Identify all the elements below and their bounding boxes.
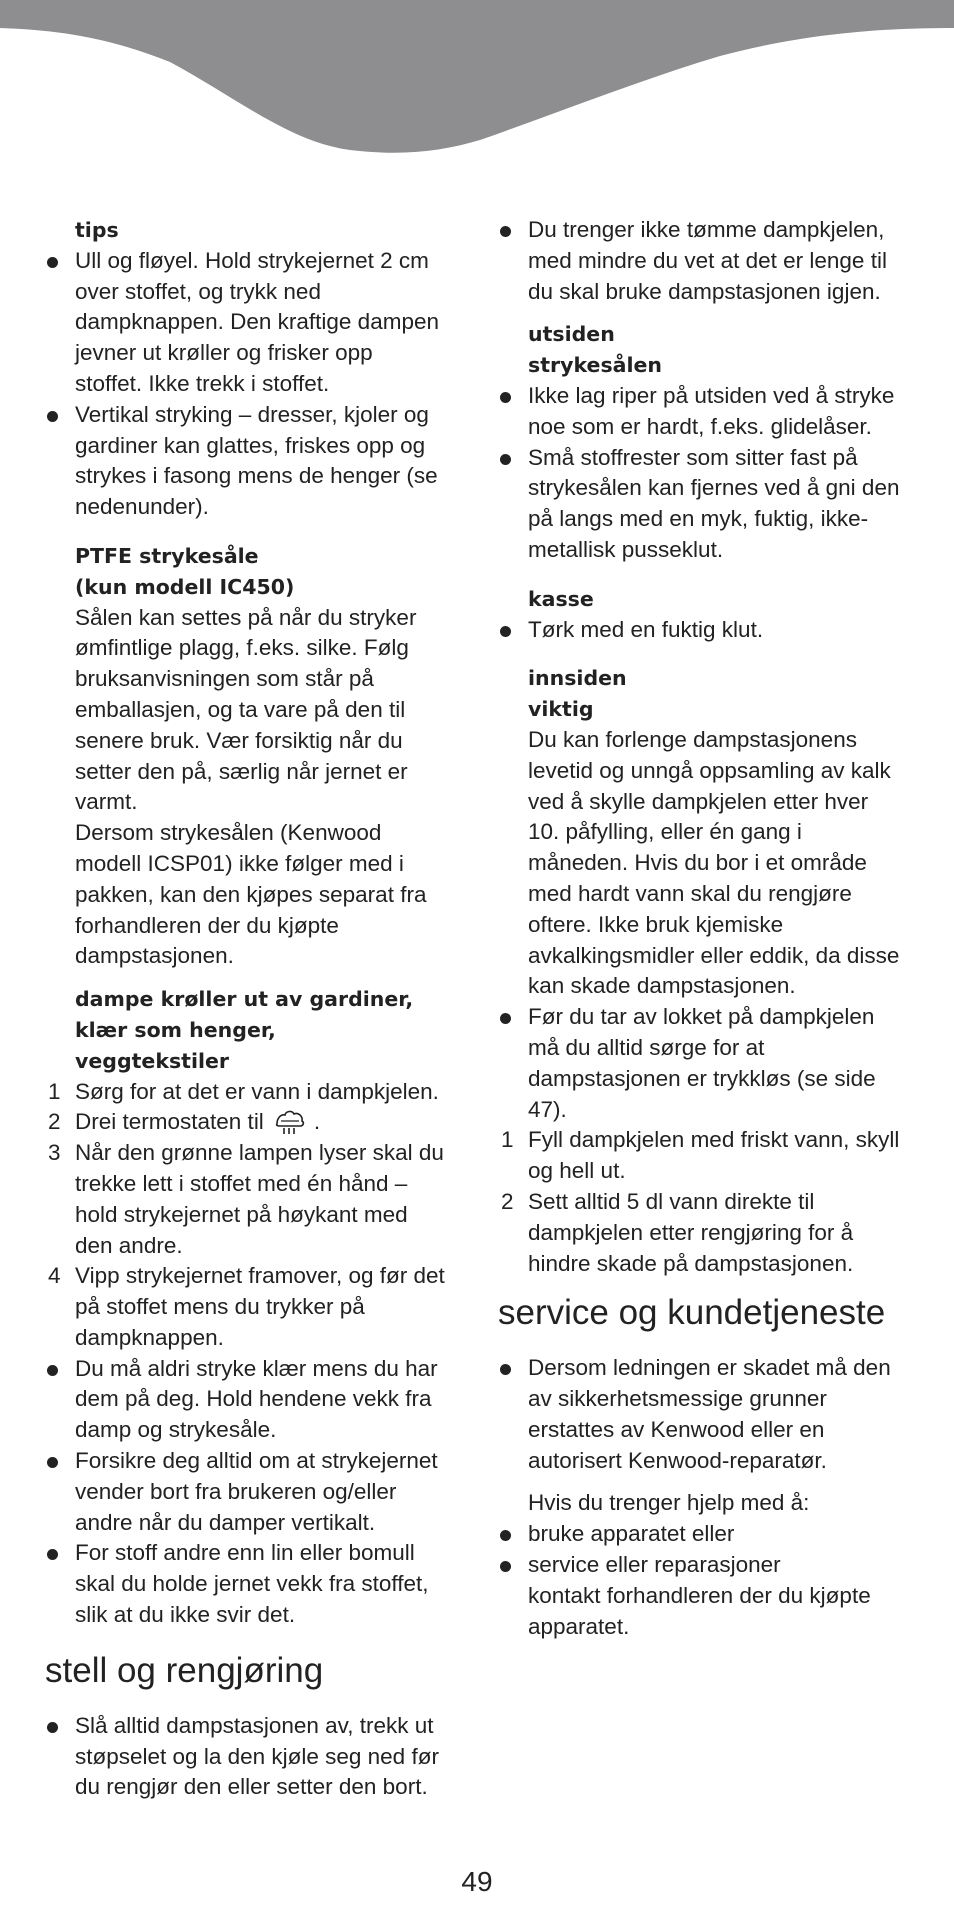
line-text: Dersom strykesålen (Kenwood: [75, 820, 382, 846]
line-text: dampstasjonen er trykkløs (se side: [528, 1065, 876, 1091]
line-text: over stoffet, og trykk ned: [75, 278, 321, 304]
bullet-icon: [47, 411, 58, 422]
bullet-line: [498, 473, 918, 504]
bullet-line: [498, 535, 918, 566]
step-end-text: .: [313, 1109, 321, 1135]
line-text: Sørg for at det er vann i dampkjelen.: [75, 1078, 439, 1104]
line-text: Sålen kan settes på når du stryker: [75, 604, 417, 630]
line-text: Når den grønne lampen lyser skal du: [75, 1140, 444, 1166]
line-text: apparatet.: [528, 1613, 630, 1639]
heading-line: [45, 541, 465, 572]
text-line: [45, 726, 465, 757]
bullet-line: [498, 277, 918, 308]
line-text: Forsikre deg alltid om at strykejernet: [75, 1448, 438, 1474]
line-text: avkalkingsmidler eller eddik, da disse: [528, 942, 900, 968]
bullet-line: [45, 1600, 465, 1631]
line-text: må du alltid sørge for at: [528, 1034, 765, 1060]
line-text: nedenunder).: [75, 494, 209, 520]
line-text: autorisert Kenwood-reparatør.: [528, 1447, 827, 1473]
text-line: [498, 817, 918, 848]
help-after: [498, 1581, 918, 1643]
line-text: ømfintlige plagg, f.eks. silke. Følg: [75, 635, 409, 661]
bullet-line: [498, 1519, 918, 1550]
case-bullets: [498, 615, 918, 646]
case-heading: kasse: [528, 586, 594, 611]
step-line: [45, 1200, 465, 1231]
line-text: ved å skylle dampkjelen etter hver: [528, 788, 869, 814]
line-text: den andre.: [75, 1232, 183, 1258]
bullet-icon: [47, 1722, 58, 1733]
bullet-line: [45, 307, 465, 338]
line-text: modell ICSP01) ikke følger med i: [75, 850, 404, 876]
step-line: [45, 1323, 465, 1354]
bullet-line: [45, 246, 465, 277]
line-text: setter den på, særlig når jernet er: [75, 758, 408, 784]
step-number: 2: [48, 1109, 61, 1135]
steps-list: [45, 1077, 465, 1354]
bullet-line: [45, 1538, 465, 1569]
text-line: [498, 725, 918, 756]
line-text: på langs med en myk, fuktig, ikke-: [528, 506, 869, 532]
bullet-icon: [500, 1013, 511, 1024]
line-text: Drei termostaten til: [75, 1109, 264, 1135]
bullet-line: [45, 1415, 465, 1446]
bullet-line: [45, 1477, 465, 1508]
bullet-line: [45, 277, 465, 308]
line-text: (kun modell IC450): [75, 574, 295, 599]
line-text: dampe krøller ut av gardiner,: [75, 987, 414, 1012]
line-text: andre når du damper vertikalt.: [75, 1509, 376, 1535]
page-number: 49: [461, 1866, 493, 1897]
line-text: dampstasjonen.: [75, 943, 234, 969]
line-text: noe som er hardt, f.eks. glidelåser.: [528, 413, 872, 439]
heading-line: [45, 984, 465, 1015]
care-section-title: stell og rengjøring: [45, 1650, 324, 1690]
heading-line: [45, 572, 465, 603]
bullet-line: [45, 400, 465, 431]
text-line: [498, 971, 918, 1002]
line-text: strykesålen: [528, 353, 663, 378]
bullet-line: [498, 1415, 918, 1446]
text-line: [498, 787, 918, 818]
bullet-line: [498, 1033, 918, 1064]
text-line: [45, 880, 465, 911]
outside-bullets: [498, 381, 918, 566]
bullet-line: [45, 431, 465, 462]
bullet-icon: [500, 392, 511, 403]
text-line: [45, 941, 465, 972]
help-bullets: [498, 1519, 918, 1581]
inside-steps: [498, 1125, 918, 1279]
step-number: 4: [48, 1263, 61, 1289]
heading-line: [498, 663, 918, 694]
bullet-line: [45, 1508, 465, 1539]
bullet-line: [45, 1742, 465, 1773]
bullet-line: [498, 246, 918, 277]
text-line: [45, 911, 465, 942]
line-text: skal du holde jernet vekk fra stoffet,: [75, 1571, 429, 1597]
bullet-icon: [500, 626, 511, 637]
line-text: du skal bruke dampstasjonen igjen.: [528, 278, 881, 304]
line-text: du rengjør den eller setter den bort.: [75, 1774, 428, 1800]
bullet-line: [45, 492, 465, 523]
line-text: av sikkerhetsmessige grunner: [528, 1386, 827, 1412]
line-text: levetid og unngå oppsamling av kalk: [528, 757, 891, 783]
line-text: Før du tar av lokket på dampkjelen: [528, 1004, 875, 1030]
line-text: For stoff andre enn lin eller bomull: [75, 1540, 415, 1566]
bullet-line: [498, 443, 918, 474]
line-text: oftere. Ikke bruk kjemiske: [528, 911, 784, 937]
line-text: erstattes av Kenwood eller en: [528, 1416, 825, 1442]
line-text: strykes i fasong mens de henger (se: [75, 463, 438, 489]
line-text: Du må aldri stryke klær mens du har: [75, 1355, 438, 1381]
line-text: bruksanvisningen som står på: [75, 666, 374, 692]
text-line: [498, 879, 918, 910]
text-line: [498, 941, 918, 972]
bullet-line: [45, 1711, 465, 1742]
line-text: bruke apparatet eller: [528, 1521, 735, 1547]
text-line: [498, 848, 918, 879]
heading-line: [498, 319, 918, 350]
line-text: strykesålen kan fjernes ved å gni den: [528, 475, 900, 501]
bullet-line: [45, 369, 465, 400]
bullet-line: [45, 461, 465, 492]
heading-line: [498, 350, 918, 381]
inside-text: [498, 725, 918, 1002]
line-text: damp og strykesåle.: [75, 1417, 277, 1443]
line-text: med mindre du vet at det er lenge til: [528, 247, 887, 273]
bullet-icon: [47, 1549, 58, 1560]
line-text: varmt.: [75, 789, 138, 815]
service-section-title: service og kundetjeneste: [498, 1293, 886, 1333]
text-line: [498, 1581, 918, 1612]
line-text: forhandleren der du kjøpte: [75, 912, 339, 938]
line-text: dem på deg. Hold hendene vekk fra: [75, 1386, 432, 1412]
line-text: med hardt vann skal du rengjøre: [528, 880, 852, 906]
left-column: [45, 215, 465, 1803]
line-text: 10. påfylling, eller én gang i: [528, 819, 802, 845]
bullet-icon: [47, 257, 58, 268]
tips-list: [45, 246, 465, 523]
step-line: [498, 1249, 918, 1280]
ptfe-heading: [45, 541, 465, 603]
bullet-line: [498, 1095, 918, 1126]
bullet-icon: [47, 1457, 58, 1468]
bullet-line: [498, 1002, 918, 1033]
bullet-line: [498, 1446, 918, 1477]
line-text: støpselet og la den kjøle seg ned før: [75, 1743, 439, 1769]
line-text: kan skade dampstasjonen.: [528, 973, 796, 999]
bullet-icon: [500, 1530, 511, 1541]
bullet-line: [498, 412, 918, 443]
help-intro: Hvis du trenger hjelp med å:: [528, 1490, 810, 1516]
step-line: [45, 1231, 465, 1262]
line-text: PTFE strykesåle: [75, 543, 259, 568]
bullet-line: [45, 1384, 465, 1415]
text-line: [498, 1612, 918, 1643]
text-line: [45, 664, 465, 695]
line-text: slik at du ikke svir det.: [75, 1602, 296, 1628]
line-text: dampkjelen etter rengjøring for å: [528, 1219, 854, 1245]
text-line: [45, 818, 465, 849]
outside-heading: [498, 319, 918, 381]
line-text: Ikke lag riper på utsiden ved å stryke: [528, 382, 895, 408]
care-list: [45, 1711, 465, 1803]
line-text: Sett alltid 5 dl vann direkte til: [528, 1188, 815, 1214]
step-line: [498, 1187, 918, 1218]
step-number: 1: [501, 1127, 514, 1153]
text-line: [45, 603, 465, 634]
line-text: Du kan forlenge dampstasjonens: [528, 726, 857, 752]
line-text: gardiner kan glattes, friskes opp og: [75, 432, 426, 458]
line-text: Du trenger ikke tømme dampkjelen,: [528, 217, 885, 242]
service-bullets: [498, 1353, 918, 1476]
bullet-line: [498, 1064, 918, 1095]
line-text: jevner ut krøller og frisker opp: [75, 340, 373, 366]
step-line: [498, 1218, 918, 1249]
line-text: metallisk pusseklut.: [528, 536, 724, 562]
bullet-line: [498, 1550, 918, 1581]
heading-line: [45, 1015, 465, 1046]
heading-line: [498, 694, 918, 725]
bullet-line: [498, 381, 918, 412]
line-text: veggtekstiler: [75, 1048, 230, 1073]
bullet-line: [45, 1354, 465, 1385]
line-text: Fyll dampkjelen med friskt vann, skyll: [528, 1127, 900, 1153]
bullet-icon: [500, 454, 511, 465]
warnings-list: [45, 1354, 465, 1631]
bullet-line: [498, 504, 918, 535]
step-number: 2: [501, 1188, 514, 1214]
line-text: hindre skade på dampstasjonen.: [528, 1250, 854, 1276]
line-text: Vertikal stryking – dresser, kjoler og: [75, 401, 429, 427]
line-text: utsiden: [528, 322, 615, 347]
bullet-icon: [500, 1561, 511, 1572]
inside-heading: [498, 663, 918, 725]
step-line: [45, 1261, 465, 1292]
line-text: Små stoffrester som sitter fast på: [528, 444, 858, 470]
line-text: 47).: [528, 1096, 567, 1122]
line-text: pakken, kan den kjøpes separat fra: [75, 881, 427, 907]
line-text: måneden. Hvis du bor i et område: [528, 850, 867, 876]
step-line: [498, 1125, 918, 1156]
bullet-icon: [47, 1365, 58, 1376]
step-number: 3: [48, 1140, 61, 1166]
line-text: service eller reparasjoner: [528, 1552, 781, 1578]
line-text: senere bruk. Vær forsiktig når du: [75, 727, 403, 753]
bullet-line: [498, 1353, 918, 1384]
tips-heading: tips: [75, 218, 119, 242]
line-text: kontakt forhandleren der du kjøpte: [528, 1582, 871, 1608]
step-line: [45, 1138, 465, 1169]
line-text: trekke lett i stoffet med én hånd –: [75, 1170, 408, 1196]
line-text: Tørk med en fuktig klut.: [528, 616, 764, 642]
ptfe-text: [45, 603, 465, 973]
line-text: vender bort fra brukeren og/eller: [75, 1478, 397, 1504]
line-text: Slå alltid dampstasjonen av, trekk ut: [75, 1712, 434, 1738]
text-line: [45, 787, 465, 818]
line-text: Ull og fløyel. Hold strykejernet 2 cm: [75, 247, 429, 273]
text-line: [498, 756, 918, 787]
bullet-line: [45, 1446, 465, 1477]
line-text: viktig: [528, 697, 594, 722]
bullet-line: [498, 215, 918, 246]
bullet-line: [498, 1384, 918, 1415]
text-line: [45, 757, 465, 788]
heading-line: [45, 1046, 465, 1077]
step-line: [498, 1156, 918, 1187]
text-line: [45, 849, 465, 880]
bullet-icon: [500, 1364, 511, 1375]
text-line: [498, 910, 918, 941]
bullet-line: [45, 338, 465, 369]
header-band: [0, 0, 954, 160]
step-line: [45, 1292, 465, 1323]
text-line: [45, 695, 465, 726]
line-text: på stoffet mens du trykker på: [75, 1294, 365, 1320]
top-bullets: [498, 215, 918, 307]
inside-bullets: [498, 1002, 918, 1125]
line-text: og hell ut.: [528, 1158, 626, 1184]
bullet-icon: [500, 226, 511, 237]
line-text: klær som henger,: [75, 1017, 276, 1042]
step-number: 1: [48, 1078, 61, 1104]
line-text: Dersom ledningen er skadet må den: [528, 1355, 891, 1381]
bullet-line: [45, 1569, 465, 1600]
bullet-line: [498, 615, 918, 646]
line-text: stoffet. Ikke trekk i stoffet.: [75, 370, 330, 396]
bullet-line: [45, 1772, 465, 1803]
line-text: innsiden: [528, 666, 627, 691]
line-text: dampknappen.: [75, 1324, 224, 1350]
line-text: Vipp strykejernet framover, og før det: [75, 1263, 445, 1289]
line-text: dampknappen. Den kraftige dampen: [75, 309, 439, 335]
steam-heading: [45, 984, 465, 1076]
step-line: [45, 1107, 465, 1138]
text-line: [45, 633, 465, 664]
step-line: [45, 1169, 465, 1200]
step-line: [45, 1077, 465, 1108]
line-text: emballasjen, og ta vare på den til: [75, 696, 406, 722]
line-text: hold strykejernet på høykant med: [75, 1201, 408, 1227]
right-column: [498, 215, 918, 1642]
